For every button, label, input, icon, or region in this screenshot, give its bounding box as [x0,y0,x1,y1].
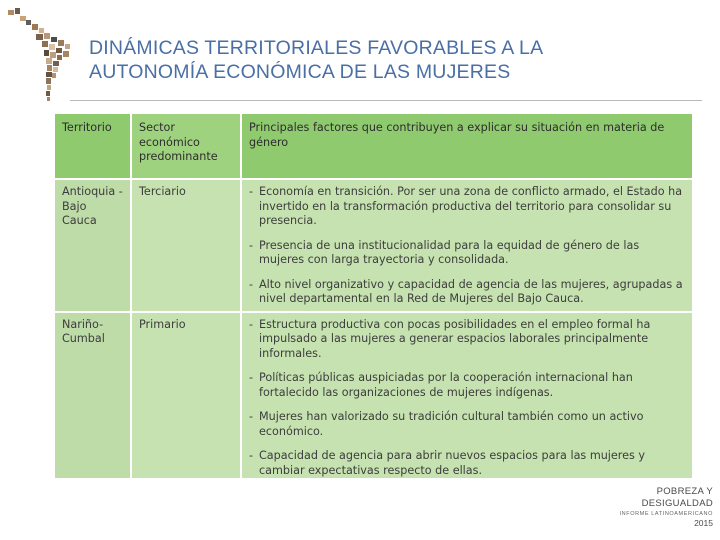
brand-line-1: POBREZA Y [656,486,713,497]
factor-item: - Capacidad de agencia para abrir nuevos espacios para las mujeres y cambiar expectativas respecto de ellas. [249,449,686,478]
factor-item: - Economía en transición. Por ser una zona de conflicto armado, el Estado ha invertido en la transformación productiva del territorio para consolidar su presencia. [249,185,686,229]
cell-factors [240,180,692,313]
slide-title [89,36,543,84]
slide-title-line-1: DINÁMICAS TERRITORIALES FAVORABLES A LA [89,37,544,59]
table-row [55,313,692,479]
cell-territory: Nariño- Cumbal [55,313,130,479]
cell-territory: Antioquia - Bajo Cauca [55,180,130,313]
brand-line-3: INFORME LATINOAMERICANO [619,511,713,517]
title-divider [70,100,702,101]
brand-year: 2015 [694,518,713,528]
cell-factors [240,313,692,479]
cell-sector: Primario [130,313,240,479]
factor-item: - Alto nivel organizativo y capacidad de agencia de las mujeres, agrupadas a nivel departamental en la Red de Mujeres del Bajo Cauca. [249,278,686,307]
territorial-dynamics-table [55,114,692,478]
factor-item: - Políticas públicas auspiciadas por la cooperación internacional han fortalecido las organizaciones de mujeres indígenas. [249,371,686,400]
factor-item: - Estructura productiva con pocas posibilidades en el empleo formal ha impulsado a las mujeres a generar espacios laborales principalmente informales. [249,318,686,362]
factor-item: - Mujeres han valorizado su tradición cultural también como un activo económico. [249,410,686,439]
header-territorio: Territorio [55,114,130,180]
table-row [55,180,692,313]
header-factores: Principales factores que contribuyen a explicar su situación en materia de género [240,114,692,180]
report-branding [620,486,713,528]
table-header-row [55,114,692,180]
slide-title-line-2: AUTONOMÍA ECONÓMICA DE LAS MUJERES [89,61,511,83]
latin-america-map-photo-collage-icon [6,4,76,102]
factor-item: - Presencia de una institucionalidad para la equidad de género de las mujeres con larga trayectoria y consolidada. [249,239,686,268]
cell-sector: Terciario [130,180,240,313]
header-sector: Sector económico predominante [130,114,240,180]
brand-line-2: DESIGUALDAD [641,498,713,509]
